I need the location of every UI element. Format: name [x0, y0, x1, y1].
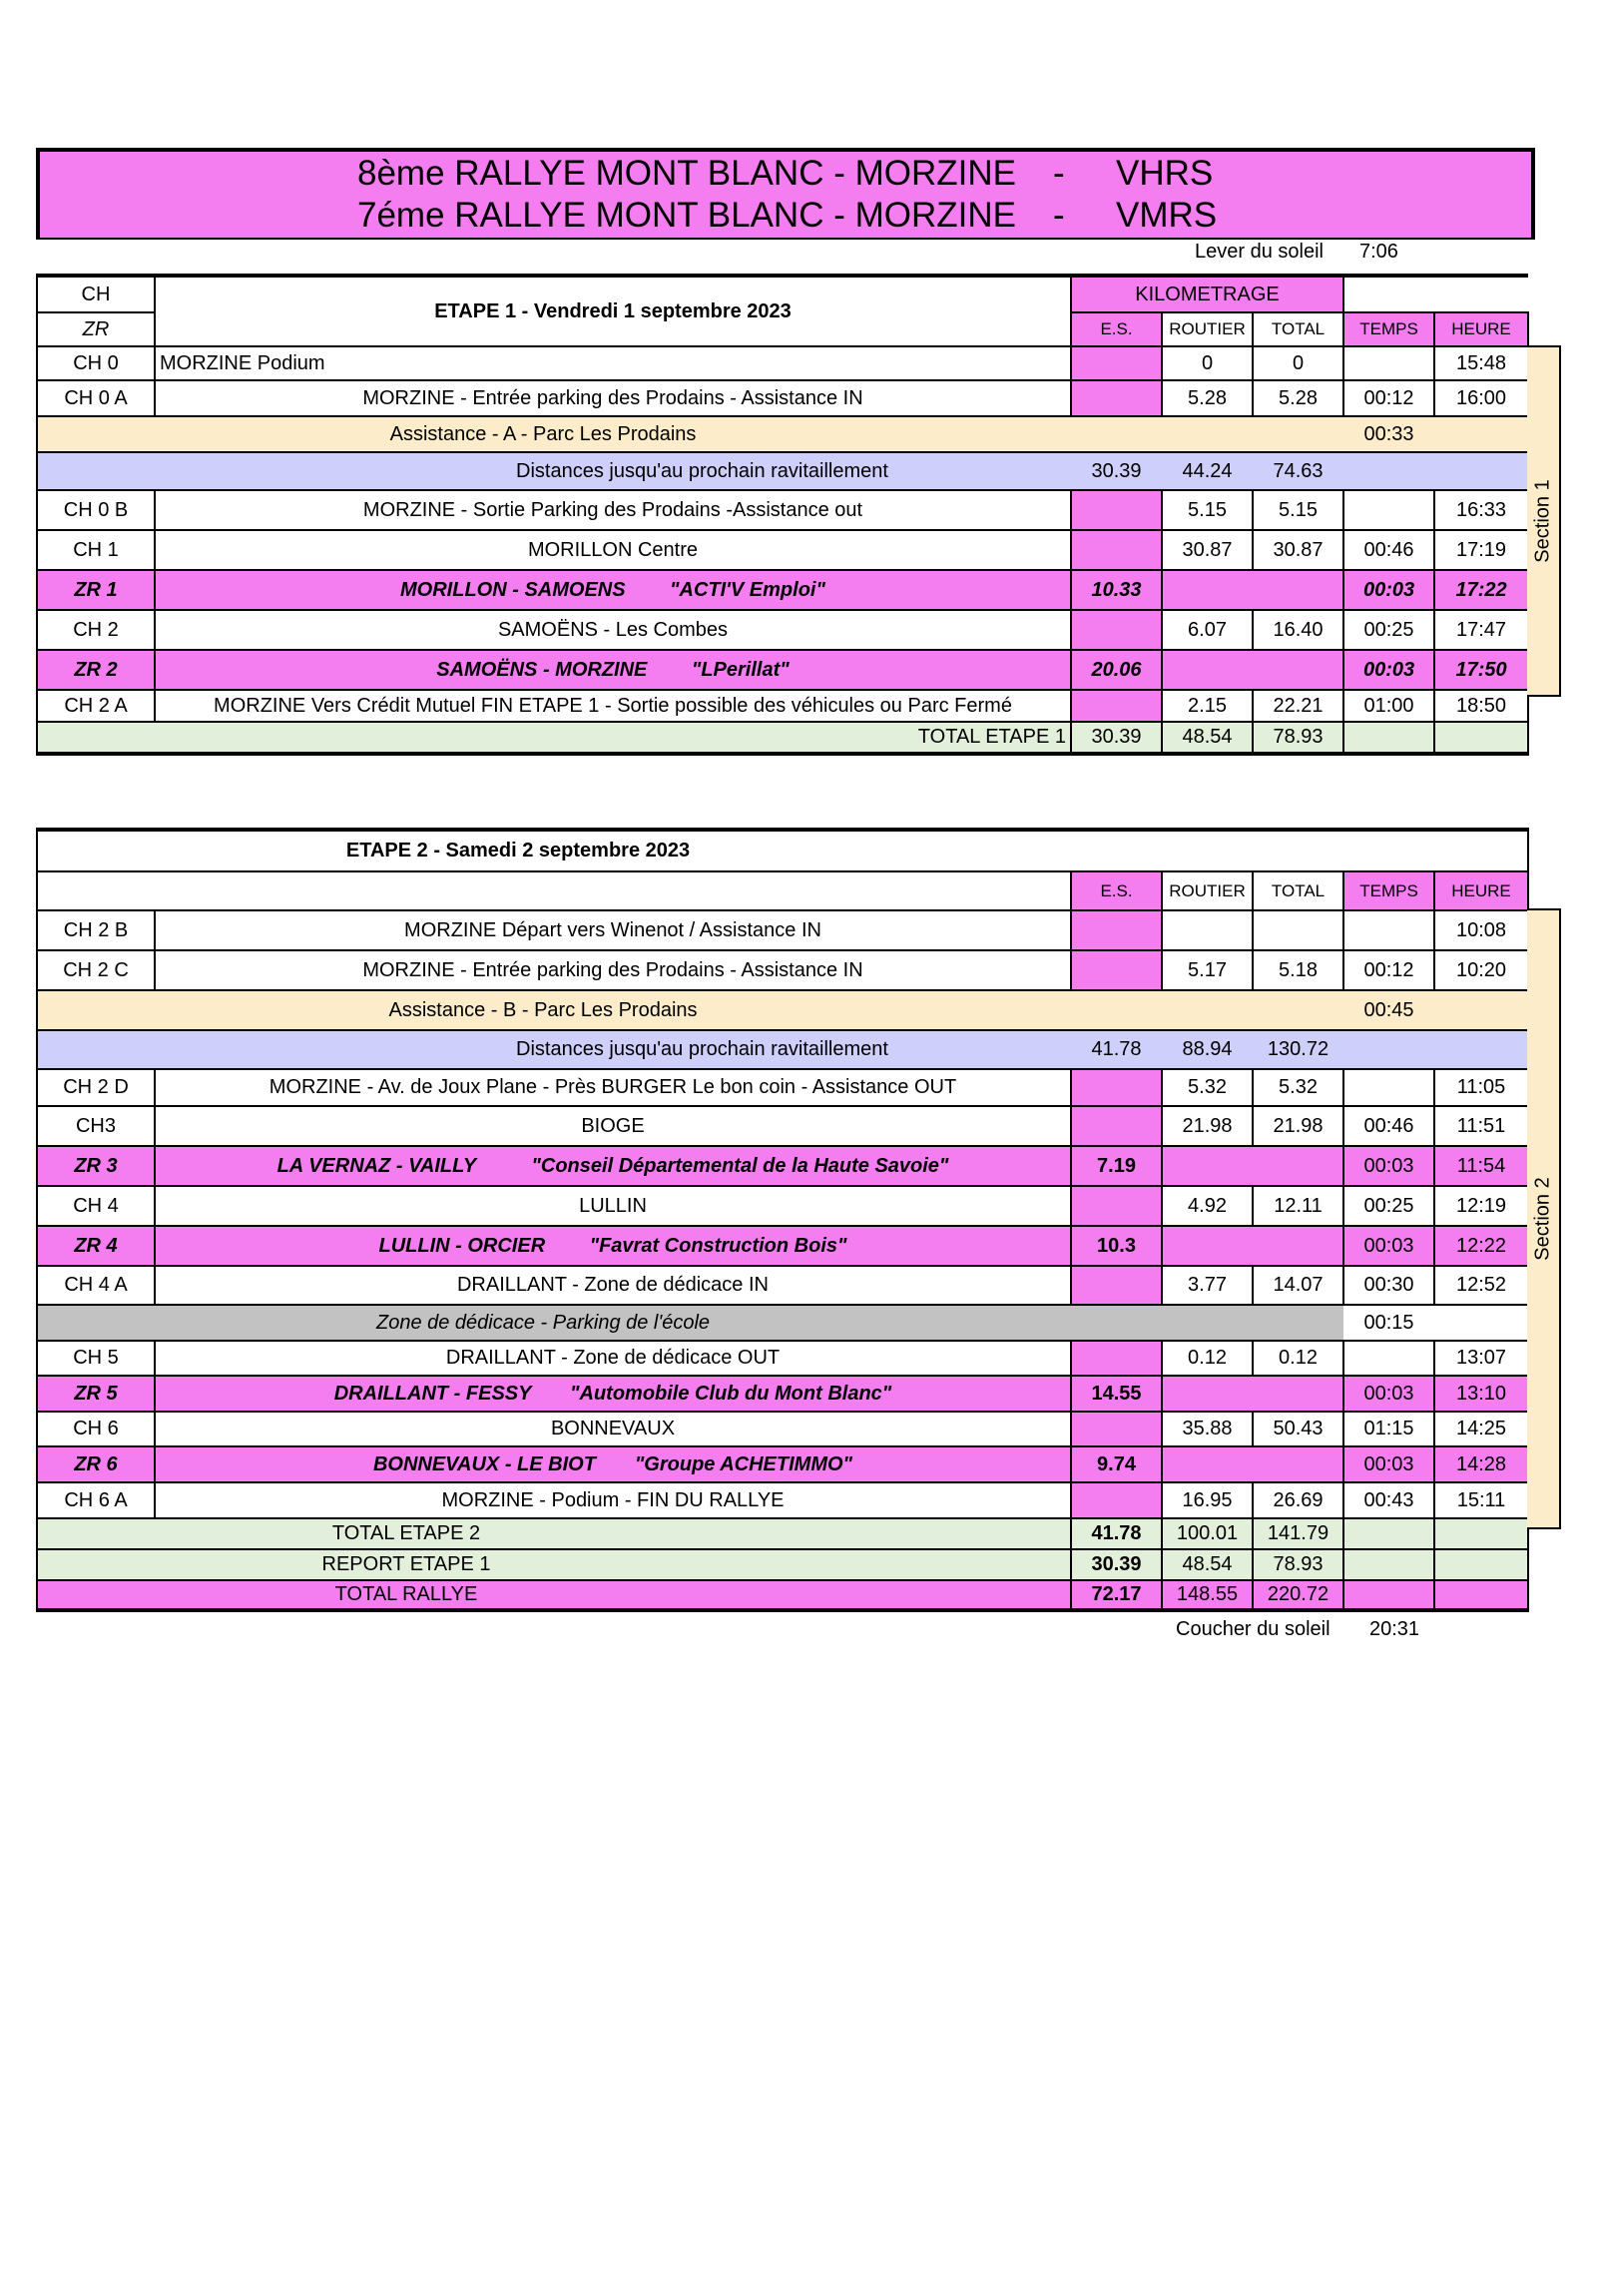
row-description: MORZINE Vers Crédit Mutuel FIN ETAPE 1 - Sortie possible des véhicules ou Parc Fermé — [155, 690, 1071, 722]
assistance-blank — [1434, 990, 1528, 1030]
row-heure: 16:00 — [1434, 380, 1528, 416]
row-heure: 10:08 — [1434, 910, 1528, 950]
row-routier: 30.87 — [1162, 530, 1253, 570]
row-routier: 6.07 — [1162, 610, 1253, 650]
row-description: DRAILLANT - FESSY "Automobile Club du Mont Blanc" — [155, 1376, 1071, 1412]
total-etape-1-label: TOTAL ETAPE 1 — [37, 722, 1071, 754]
row-code: CH 6 — [37, 1412, 155, 1446]
row-total: 14.07 — [1253, 1266, 1343, 1305]
row-description: LA VERNAZ - VAILLY "Conseil Départemental de la Haute Savoie" — [155, 1146, 1071, 1186]
row-temps: 00:03 — [1343, 1226, 1434, 1266]
table-row — [37, 346, 1528, 380]
dedicace-description: Zone de dédicace - Parking de l'école — [37, 1305, 1343, 1341]
total-etape-1-total: 78.93 — [1253, 722, 1343, 754]
row-heure: 12:22 — [1434, 1226, 1528, 1266]
row-routier: 3.77 — [1162, 1266, 1253, 1305]
dedicace-blank — [1434, 1305, 1528, 1341]
distance-row — [37, 452, 1528, 490]
header-temps: TEMPS — [1343, 312, 1434, 346]
header-total: TOTAL — [1253, 871, 1343, 910]
zr-row — [37, 1376, 1528, 1412]
distance-routier: 88.94 — [1162, 1030, 1253, 1069]
assistance-description: Assistance - B - Parc Les Prodains — [37, 990, 1343, 1030]
row-heure: 12:19 — [1434, 1186, 1528, 1226]
row-code: CH 0 A — [37, 380, 155, 416]
row-total — [1253, 1446, 1343, 1482]
title-line-2-event: 7éme RALLYE MONT BLANC - MORZINE — [357, 196, 1016, 235]
total-rallye-routier: 148.55 — [1162, 1580, 1253, 1610]
row-es: 10.3 — [1071, 1226, 1162, 1266]
title-line-1-class: VHRS — [1116, 154, 1214, 193]
header-kilometrage: KILOMETRAGE — [1071, 276, 1343, 312]
row-es — [1071, 1069, 1162, 1106]
title-banner — [36, 148, 1535, 240]
distance-total: 74.63 — [1253, 452, 1343, 490]
dedicace-row — [37, 1305, 1528, 1341]
section-2-label: Section 2 — [1531, 1177, 1554, 1261]
row-heure: 17:47 — [1434, 610, 1528, 650]
row-temps — [1343, 1069, 1434, 1106]
row-routier: 5.32 — [1162, 1069, 1253, 1106]
total-etape-1-es: 30.39 — [1071, 722, 1162, 754]
total-etape-1-temps — [1343, 722, 1434, 754]
row-es: 14.55 — [1071, 1376, 1162, 1412]
row-total: 0 — [1253, 346, 1343, 380]
table-row — [37, 1266, 1528, 1305]
row-total: 12.11 — [1253, 1186, 1343, 1226]
row-es — [1071, 530, 1162, 570]
table-row — [37, 380, 1528, 416]
row-description: MORZINE - Sortie Parking des Prodains -Assistance out — [155, 490, 1071, 530]
sunset-time: 20:31 — [1369, 1618, 1420, 1640]
row-es: 7.19 — [1071, 1146, 1162, 1186]
zr-row — [37, 650, 1528, 690]
distance-es: 41.78 — [1071, 1030, 1162, 1069]
row-code: CH 4 — [37, 1186, 155, 1226]
row-es — [1071, 1186, 1162, 1226]
rallye-total-row — [37, 1580, 1528, 1610]
row-code: CH 0 — [37, 346, 155, 380]
row-code: CH 4 A — [37, 1266, 155, 1305]
row-total — [1253, 1376, 1343, 1412]
row-routier: 35.88 — [1162, 1412, 1253, 1446]
row-routier: 5.28 — [1162, 380, 1253, 416]
row-temps: 00:03 — [1343, 1376, 1434, 1412]
report-etape-1-label: REPORT ETAPE 1 — [37, 1549, 1071, 1580]
row-routier — [1162, 650, 1253, 690]
row-description: SAMOËNS - Les Combes — [155, 610, 1071, 650]
row-total: 0.12 — [1253, 1341, 1343, 1376]
table-row — [37, 610, 1528, 650]
row-es — [1071, 1341, 1162, 1376]
row-es — [1071, 910, 1162, 950]
row-temps: 00:03 — [1343, 650, 1434, 690]
row-code: ZR 4 — [37, 1226, 155, 1266]
table-row — [37, 490, 1528, 530]
row-es: 20.06 — [1071, 650, 1162, 690]
total-etape-2-total: 141.79 — [1253, 1518, 1343, 1549]
row-code: CH 2 A — [37, 690, 155, 722]
table-row — [37, 1341, 1528, 1376]
row-routier — [1162, 1226, 1253, 1266]
sunrise-time: 7:06 — [1359, 241, 1398, 263]
table-row — [37, 1412, 1528, 1446]
row-total: 26.69 — [1253, 1482, 1343, 1518]
header-heure: HEURE — [1434, 312, 1528, 346]
row-es — [1071, 950, 1162, 990]
row-heure: 14:25 — [1434, 1412, 1528, 1446]
row-code: CH 5 — [37, 1341, 155, 1376]
row-code: CH 2 B — [37, 910, 155, 950]
row-heure: 15:48 — [1434, 346, 1528, 380]
etape-1-title: ETAPE 1 - Vendredi 1 septembre 2023 — [155, 276, 1071, 346]
total-etape-2-routier: 100.01 — [1162, 1518, 1253, 1549]
row-description: LULLIN — [155, 1186, 1071, 1226]
row-description: MORILLON Centre — [155, 530, 1071, 570]
row-heure: 11:51 — [1434, 1106, 1528, 1146]
distance-total: 130.72 — [1253, 1030, 1343, 1069]
row-temps: 01:00 — [1343, 690, 1434, 722]
title-line-1-event: 8ème RALLYE MONT BLANC - MORZINE — [357, 154, 1016, 193]
section-2-marker — [1527, 908, 1561, 1529]
section-1-label: Section 1 — [1531, 479, 1554, 563]
row-heure: 18:50 — [1434, 690, 1528, 722]
distance-row — [37, 1030, 1528, 1069]
zr-row — [37, 1146, 1528, 1186]
row-temps: 00:03 — [1343, 570, 1434, 610]
table-row — [37, 910, 1528, 950]
assistance-row — [37, 416, 1528, 452]
row-heure: 14:28 — [1434, 1446, 1528, 1482]
zr-row — [37, 1226, 1528, 1266]
row-heure: 12:52 — [1434, 1266, 1528, 1305]
header-es: E.S. — [1071, 312, 1162, 346]
total-etape-2-heure — [1434, 1518, 1528, 1549]
row-temps — [1343, 346, 1434, 380]
assistance-blank — [1434, 416, 1528, 452]
table-row — [37, 690, 1528, 722]
row-total: 5.15 — [1253, 490, 1343, 530]
table-row — [37, 530, 1528, 570]
row-routier: 16.95 — [1162, 1482, 1253, 1518]
header-blank — [37, 871, 1071, 910]
row-total — [1253, 1226, 1343, 1266]
total-row — [37, 1518, 1528, 1549]
table-row — [37, 1186, 1528, 1226]
row-description: MORZINE - Av. de Joux Plane - Près BURGER Le bon coin - Assistance OUT — [155, 1069, 1071, 1106]
row-description: MORZINE - Entrée parking des Prodains - Assistance IN — [155, 950, 1071, 990]
header-routier: ROUTIER — [1162, 312, 1253, 346]
total-etape-2-es: 41.78 — [1071, 1518, 1162, 1549]
row-heure: 13:10 — [1434, 1376, 1528, 1412]
title-line-1-separator: - — [1053, 154, 1065, 193]
row-code: CH 1 — [37, 530, 155, 570]
row-description: DRAILLANT - Zone de dédicace IN — [155, 1266, 1071, 1305]
row-heure: 11:05 — [1434, 1069, 1528, 1106]
row-total — [1253, 910, 1343, 950]
row-temps — [1343, 490, 1434, 530]
row-heure: 13:07 — [1434, 1341, 1528, 1376]
row-temps: 01:15 — [1343, 1412, 1434, 1446]
row-temps: 00:12 — [1343, 950, 1434, 990]
row-temps — [1343, 1341, 1434, 1376]
row-temps: 00:03 — [1343, 1446, 1434, 1482]
row-description: BIOGE — [155, 1106, 1071, 1146]
assistance-row — [37, 990, 1528, 1030]
header-temps: TEMPS — [1343, 871, 1434, 910]
etape-2-title: ETAPE 2 - Samedi 2 septembre 2023 — [37, 830, 1343, 871]
header-ch: CH — [37, 276, 155, 312]
total-rallye-total: 220.72 — [1253, 1580, 1343, 1610]
row-temps: 00:43 — [1343, 1482, 1434, 1518]
row-total: 16.40 — [1253, 610, 1343, 650]
row-description: MORZINE - Entrée parking des Prodains - Assistance IN — [155, 380, 1071, 416]
row-total — [1253, 1146, 1343, 1186]
row-code: ZR 2 — [37, 650, 155, 690]
row-code: CH3 — [37, 1106, 155, 1146]
report-etape-1-es: 30.39 — [1071, 1549, 1162, 1580]
distance-routier: 44.24 — [1162, 452, 1253, 490]
row-es — [1071, 490, 1162, 530]
row-temps: 00:12 — [1343, 380, 1434, 416]
row-routier — [1162, 1146, 1253, 1186]
distance-blank — [1343, 452, 1528, 490]
row-total: 5.32 — [1253, 1069, 1343, 1106]
row-es: 10.33 — [1071, 570, 1162, 610]
row-heure: 17:19 — [1434, 530, 1528, 570]
total-rallye-heure — [1434, 1580, 1528, 1610]
row-routier — [1162, 570, 1253, 610]
row-es — [1071, 1106, 1162, 1146]
row-description: MORZINE - Podium - FIN DU RALLYE — [155, 1482, 1071, 1518]
row-temps: 00:46 — [1343, 530, 1434, 570]
row-es — [1071, 1482, 1162, 1518]
zr-row — [37, 1446, 1528, 1482]
total-row — [37, 722, 1528, 754]
header-heure: HEURE — [1434, 871, 1528, 910]
row-es — [1071, 346, 1162, 380]
distance-description: Distances jusqu'au prochain ravitaillement — [37, 1030, 1071, 1069]
row-es: 9.74 — [1071, 1446, 1162, 1482]
table-row — [37, 1482, 1528, 1518]
total-etape-1-routier: 48.54 — [1162, 722, 1253, 754]
distance-es: 30.39 — [1071, 452, 1162, 490]
report-etape-1-routier: 48.54 — [1162, 1549, 1253, 1580]
total-rallye-temps — [1343, 1580, 1434, 1610]
row-temps — [1343, 910, 1434, 950]
row-routier: 4.92 — [1162, 1186, 1253, 1226]
row-total: 5.28 — [1253, 380, 1343, 416]
row-temps: 00:30 — [1343, 1266, 1434, 1305]
report-row — [37, 1549, 1528, 1580]
row-total: 5.18 — [1253, 950, 1343, 990]
row-heure: 10:20 — [1434, 950, 1528, 990]
row-heure: 17:50 — [1434, 650, 1528, 690]
row-description: BONNEVAUX - LE BIOT "Groupe ACHETIMMO" — [155, 1446, 1071, 1482]
row-code: CH 6 A — [37, 1482, 155, 1518]
row-routier: 0.12 — [1162, 1341, 1253, 1376]
row-routier: 5.15 — [1162, 490, 1253, 530]
row-code: CH 0 B — [37, 490, 155, 530]
row-temps: 00:03 — [1343, 1146, 1434, 1186]
row-total: 21.98 — [1253, 1106, 1343, 1146]
title-line-2-class: VMRS — [1116, 196, 1218, 235]
row-code: CH 2 C — [37, 950, 155, 990]
header-blank — [1343, 276, 1528, 312]
row-description: LULLIN - ORCIER "Favrat Construction Bois" — [155, 1226, 1071, 1266]
total-etape-2-temps — [1343, 1518, 1434, 1549]
row-routier: 2.15 — [1162, 690, 1253, 722]
row-code: CH 2 — [37, 610, 155, 650]
row-heure: 15:11 — [1434, 1482, 1528, 1518]
row-routier — [1162, 1376, 1253, 1412]
row-routier: 21.98 — [1162, 1106, 1253, 1146]
header-blank — [1343, 830, 1528, 871]
row-routier: 0 — [1162, 346, 1253, 380]
etape-2-table — [36, 828, 1529, 1612]
row-description: SAMOËNS - MORZINE "LPerillat" — [155, 650, 1071, 690]
row-heure: 16:33 — [1434, 490, 1528, 530]
table-row — [37, 950, 1528, 990]
total-rallye-es: 72.17 — [1071, 1580, 1162, 1610]
row-code: ZR 1 — [37, 570, 155, 610]
total-etape-2-label: TOTAL ETAPE 2 — [37, 1518, 1071, 1549]
header-routier: ROUTIER — [1162, 871, 1253, 910]
report-etape-1-temps — [1343, 1549, 1434, 1580]
row-total — [1253, 650, 1343, 690]
dedicace-temps: 00:15 — [1343, 1305, 1434, 1341]
section-1-marker — [1527, 345, 1561, 697]
row-temps: 00:46 — [1343, 1106, 1434, 1146]
sunrise-label: Lever du soleil — [1195, 241, 1324, 263]
row-total: 50.43 — [1253, 1412, 1343, 1446]
row-routier — [1162, 910, 1253, 950]
table-row — [37, 1106, 1528, 1146]
row-temps: 00:25 — [1343, 1186, 1434, 1226]
row-routier: 5.17 — [1162, 950, 1253, 990]
header-zr: ZR — [37, 312, 155, 346]
report-etape-1-total: 78.93 — [1253, 1549, 1343, 1580]
total-rallye-label: TOTAL RALLYE — [37, 1580, 1071, 1610]
row-es — [1071, 1266, 1162, 1305]
distance-description: Distances jusqu'au prochain ravitaillement — [37, 452, 1071, 490]
row-es — [1071, 610, 1162, 650]
sunset-label: Coucher du soleil — [1176, 1618, 1331, 1640]
row-code: CH 2 D — [37, 1069, 155, 1106]
row-description: MORZINE Podium — [155, 346, 1071, 380]
row-routier — [1162, 1446, 1253, 1482]
row-es — [1071, 690, 1162, 722]
row-heure: 17:22 — [1434, 570, 1528, 610]
row-es — [1071, 1412, 1162, 1446]
row-heure: 11:54 — [1434, 1146, 1528, 1186]
row-description: MORILLON - SAMOENS "ACTI'V Emploi" — [155, 570, 1071, 610]
row-temps: 00:25 — [1343, 610, 1434, 650]
row-code: ZR 3 — [37, 1146, 155, 1186]
zr-row — [37, 570, 1528, 610]
assistance-temps: 00:45 — [1343, 990, 1434, 1030]
row-total — [1253, 570, 1343, 610]
title-line-2-separator: - — [1053, 196, 1065, 235]
row-total: 22.21 — [1253, 690, 1343, 722]
report-etape-1-heure — [1434, 1549, 1528, 1580]
table-row — [37, 1069, 1528, 1106]
assistance-temps: 00:33 — [1343, 416, 1434, 452]
row-code: ZR 6 — [37, 1446, 155, 1482]
header-total: TOTAL — [1253, 312, 1343, 346]
row-es — [1071, 380, 1162, 416]
total-etape-1-heure — [1434, 722, 1528, 754]
etape-1-table — [36, 274, 1529, 756]
row-total: 30.87 — [1253, 530, 1343, 570]
row-description: MORZINE Départ vers Winenot / Assistance IN — [155, 910, 1071, 950]
row-description: BONNEVAUX — [155, 1412, 1071, 1446]
assistance-description: Assistance - A - Parc Les Prodains — [37, 416, 1343, 452]
row-description: DRAILLANT - Zone de dédicace OUT — [155, 1341, 1071, 1376]
distance-blank — [1343, 1030, 1528, 1069]
header-es: E.S. — [1071, 871, 1162, 910]
row-code: ZR 5 — [37, 1376, 155, 1412]
